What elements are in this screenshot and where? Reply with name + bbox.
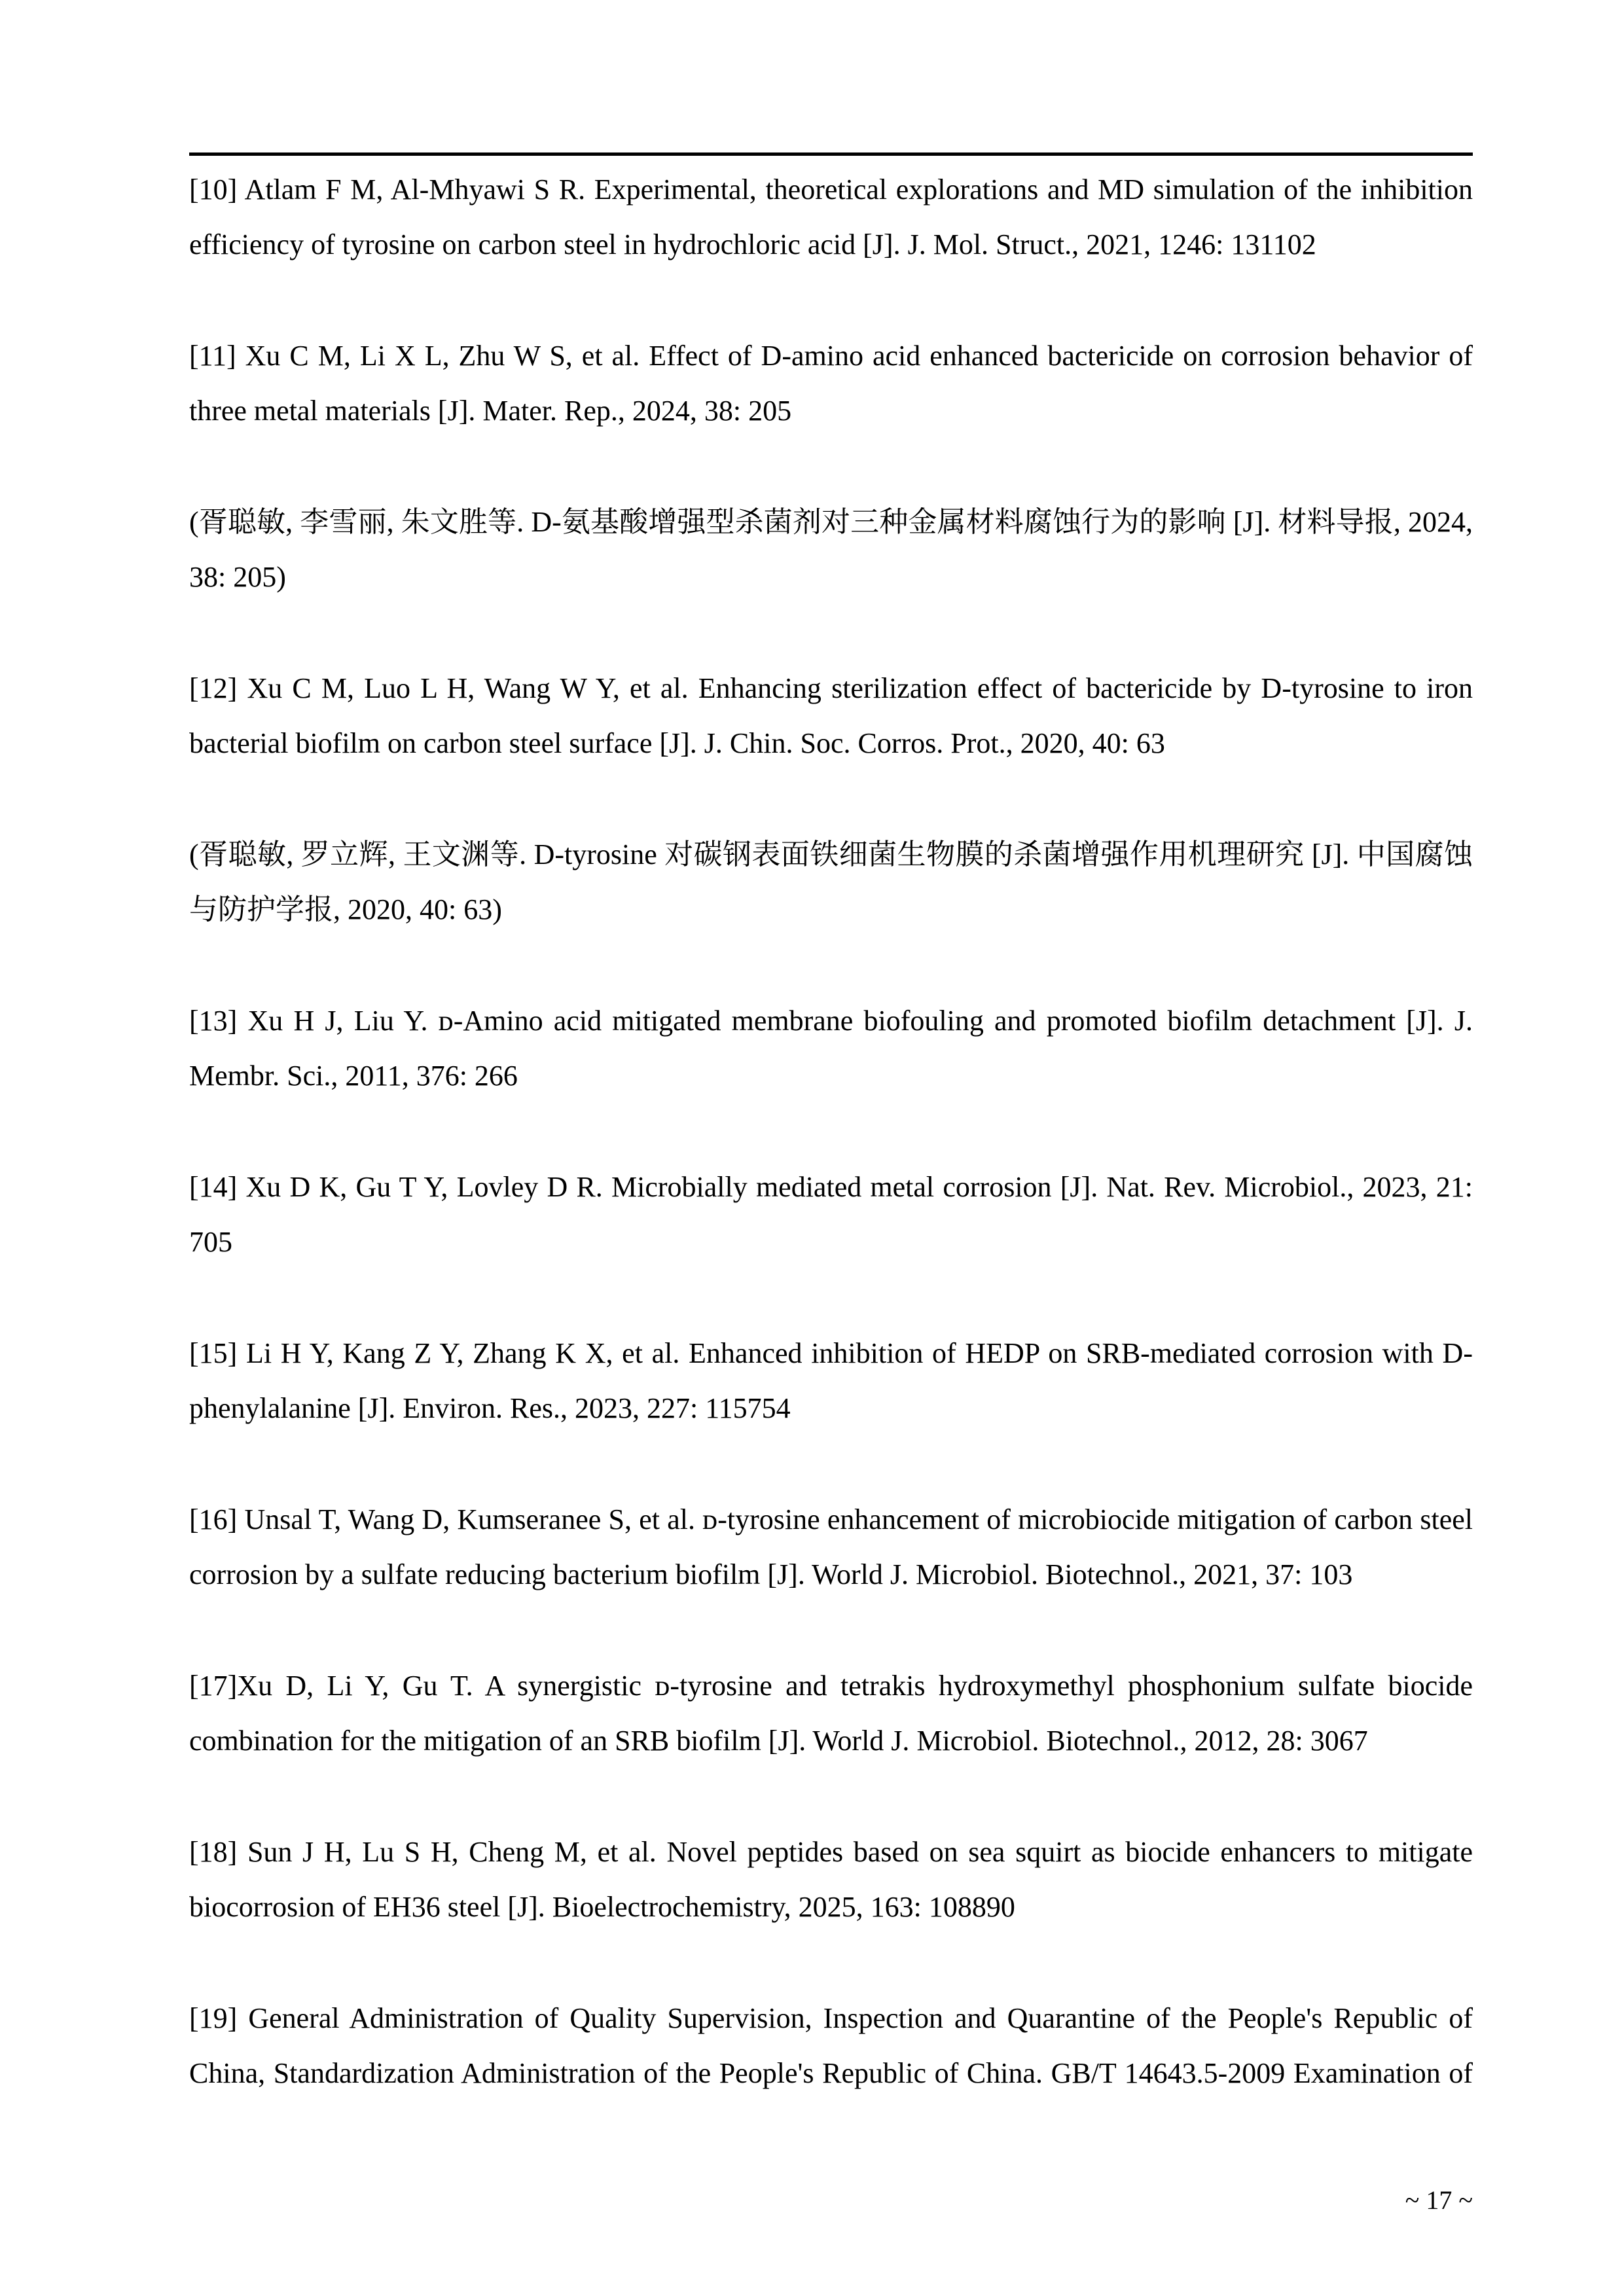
reference-line: [12] Xu C M, Luo L H, Wang W Y, et al. Enhancing sterilization effect of bactericide by D-tyrosine to iron	[189, 672, 1473, 704]
reference-item	[189, 162, 1473, 272]
reference-item	[189, 994, 1473, 1103]
reference-item	[189, 1160, 1473, 1270]
reference-line: [15] Li H Y, Kang Z Y, Zhang K X, et al. Enhanced inhibition of HEDP on SRB-mediated corrosion with D-	[189, 1337, 1473, 1369]
reference-line: combination for the mitigation of an SRB biofilm [J]. World J. Microbiol. Biotechnol., 2012, 28: 3067	[189, 1725, 1368, 1757]
reference-item	[189, 1825, 1473, 1935]
reference-item	[189, 827, 1473, 937]
reference-line: [13] Xu H J, Liu Y. ᴅ-Amino acid mitigated membrane biofouling and promoted biofilm detachment [J]. J.	[189, 1005, 1473, 1037]
reference-line: biocorrosion of EH36 steel [J]. Bioelectrochemistry, 2025, 163: 108890	[189, 1891, 1015, 1923]
references-list	[189, 162, 1473, 2101]
reference-line: [10] Atlam F M, Al-Mhyawi S R. Experimental, theoretical explorations and MD simulation of the inhibition	[189, 173, 1473, 206]
reference-item	[189, 1492, 1473, 1602]
reference-line: Membr. Sci., 2011, 376: 266	[189, 1060, 518, 1092]
reference-line: [11] Xu C M, Li X L, Zhu W S, et al. Effect of D-amino acid enhanced bactericide on corrosion behavior of	[189, 340, 1473, 372]
reference-line: phenylalanine [J]. Environ. Res., 2023, 227: 115754	[189, 1392, 791, 1424]
reference-line: (胥聪敏, 罗立辉, 王文渊等. D-tyrosine 对碳钢表面铁细菌生物膜的杀菌增强作用机理研究 [J]. 中国腐蚀	[189, 838, 1473, 870]
reference-line: 38: 205)	[189, 561, 286, 593]
reference-line: [17]Xu D, Li Y, Gu T. A synergistic ᴅ-tyrosine and tetrakis hydroxymethyl phosphonium sulfate biocide	[189, 1670, 1473, 1702]
reference-line: 705	[189, 1226, 232, 1258]
reference-line: [16] Unsal T, Wang D, Kumseranee S, et al. ᴅ-tyrosine enhancement of microbiocide mitigation of carbon steel	[189, 1503, 1473, 1535]
reference-item	[189, 495, 1473, 605]
reference-line: 与防护学报, 2020, 40: 63)	[189, 893, 502, 925]
reference-item	[189, 1659, 1473, 1768]
reference-line: [14] Xu D K, Gu T Y, Lovley D R. Microbially mediated metal corrosion [J]. Nat. Rev. Microbiol., 2023, 21:	[189, 1171, 1473, 1203]
reference-line: bacterial biofilm on carbon steel surface [J]. J. Chin. Soc. Corros. Prot., 2020, 40: 63	[189, 727, 1165, 759]
references-page-body	[189, 152, 1473, 2157]
reference-line: efficiency of tyrosine on carbon steel in hydrochloric acid [J]. J. Mol. Struct., 2021, 1246: 131102	[189, 228, 1316, 260]
reference-item	[189, 661, 1473, 771]
reference-item	[189, 1326, 1473, 1436]
page-number: ~ 17 ~	[1405, 2185, 1473, 2215]
reference-line: three metal materials [J]. Mater. Rep., 2024, 38: 205	[189, 395, 792, 427]
reference-item	[189, 329, 1473, 439]
reference-line: corrosion by a sulfate reducing bacterium biofilm [J]. World J. Microbiol. Biotechnol., 2021, 37: 103	[189, 1558, 1353, 1590]
reference-line: [18] Sun J H, Lu S H, Cheng M, et al. Novel peptides based on sea squirt as biocide enhancers to mitigate	[189, 1836, 1473, 1868]
reference-line: China, Standardization Administration of the People's Republic of China. GB/T 14643.5-2009 Examination of	[189, 2057, 1473, 2089]
reference-line: [19] General Administration of Quality Supervision, Inspection and Quarantine of the People's Republic of	[189, 2002, 1473, 2034]
reference-line: (胥聪敏, 李雪丽, 朱文胜等. D-氨基酸增强型杀菌剂对三种金属材料腐蚀行为的影响 [J]. 材料导报, 2024,	[189, 506, 1473, 538]
reference-item	[189, 1991, 1473, 2101]
